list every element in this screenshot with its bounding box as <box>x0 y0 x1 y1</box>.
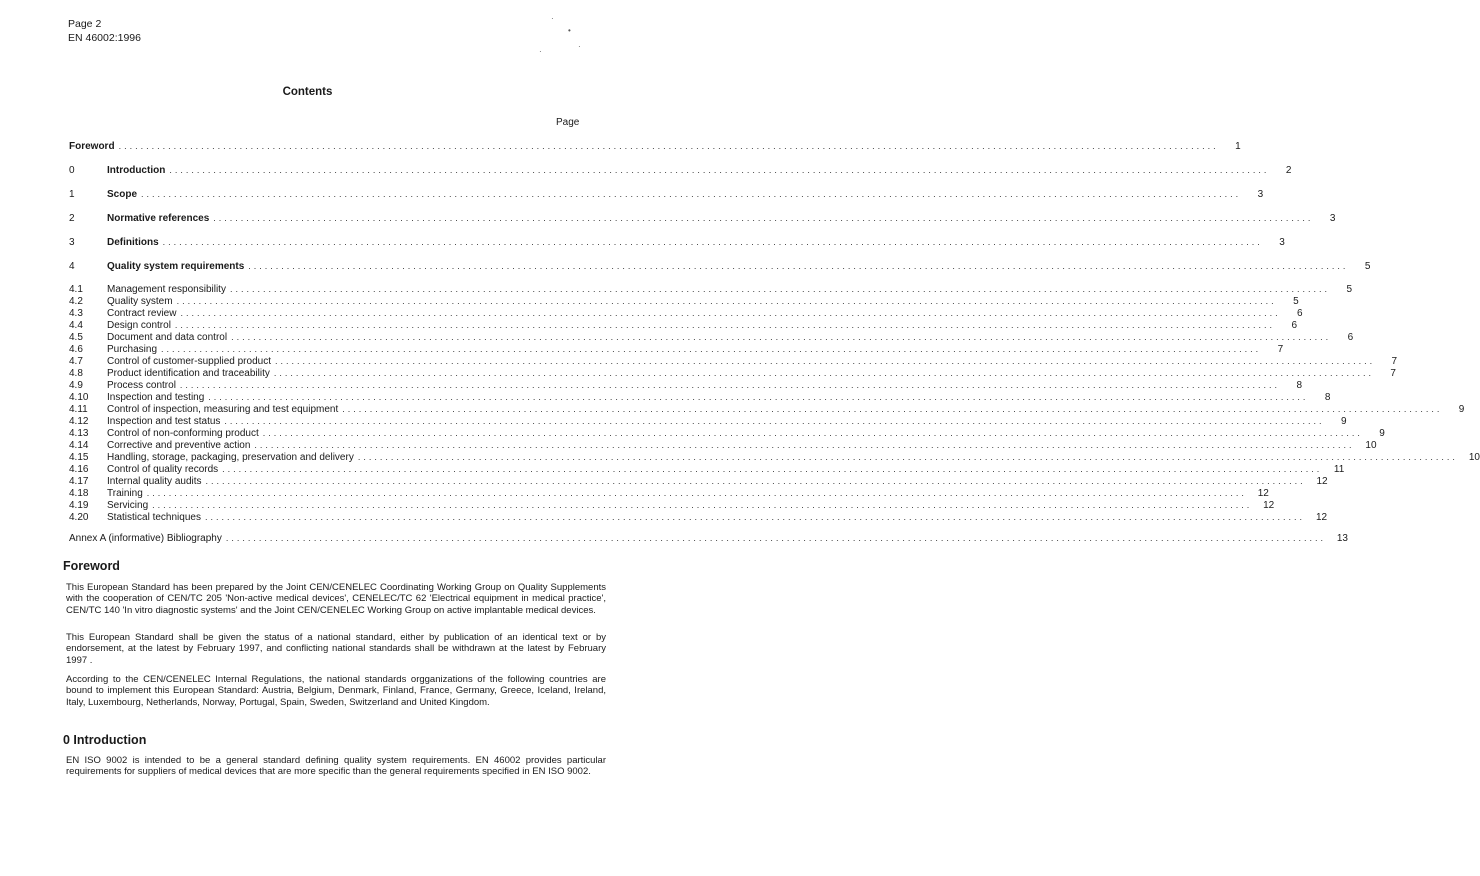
toc-entry-title: Process control <box>107 380 176 391</box>
toc-entry <box>69 509 1328 523</box>
toc-leader-dots: ........................................................................................................................................................................................................ <box>161 344 1262 354</box>
toc-entry-number: 4.18 <box>69 488 89 499</box>
toc-entry-number: 4.19 <box>69 500 89 511</box>
toc-entry-page: 5 <box>1364 261 1371 272</box>
toc-entry-page: 1 <box>1235 141 1241 152</box>
toc-entry-title: Purchasing <box>107 344 158 355</box>
toc-leader-dots: ........................................................................................................................................................................................................ <box>248 261 1349 271</box>
toc-entry <box>69 234 1285 248</box>
toc-leader-dots: ........................................................................................................................................................................................................ <box>176 296 1277 306</box>
toc-leader-dots: ........................................................................................................................................................................................................ <box>208 392 1309 402</box>
toc-entry <box>69 162 1292 176</box>
toc-entry-title: Training <box>107 488 143 499</box>
toc-leader-dots: ........................................................................................................................................................................................................ <box>222 464 1323 474</box>
toc-leader-dots: ........................................................................................................................................................................................................ <box>174 320 1276 330</box>
toc-leader-dots: ........................................................................................................................................................................................................ <box>179 380 1281 390</box>
toc-entry-number: 4.1 <box>69 284 83 295</box>
toc-leader-dots: ........................................................................................................................................................................................................ <box>146 488 1247 498</box>
contents-title: Contents <box>282 86 333 98</box>
toc-entry-number: 4.20 <box>69 512 89 523</box>
page-number: Page 2 <box>68 18 102 30</box>
toc-entry-page: 8 <box>1324 392 1331 403</box>
toc-entry-number: 4.12 <box>69 416 89 427</box>
toc-entry-number: 4.14 <box>69 440 89 451</box>
toc-entry-title: Internal quality audits <box>107 476 202 487</box>
toc-entry-page: 7 <box>1277 344 1284 355</box>
toc-entry-page: 7 <box>1390 368 1396 379</box>
toc-entry-title: Handling, storage, packaging, preservation and delivery <box>107 452 354 463</box>
toc-entry-title: Inspection and testing <box>107 392 205 403</box>
toc-entry-title: Control of customer-supplied product <box>107 356 271 367</box>
toc-entry-page: 6 <box>1297 308 1303 319</box>
toc-entry <box>69 258 1371 272</box>
toc-entry-page: 9 <box>1379 428 1385 439</box>
scan-speck: · <box>578 42 581 51</box>
toc-entry-title: Quality system <box>107 296 173 307</box>
toc-entry-number: 4.17 <box>69 476 89 487</box>
toc-entry-page: 5 <box>1293 296 1299 307</box>
toc-entry-number: 4.13 <box>69 428 89 439</box>
toc-entry-number: 4.9 <box>69 380 83 391</box>
introduction-paragraph-1: EN ISO 9002 is intended to be a general standard defining quality system requirements. EN 46002 provides particular requirements for suppliers of medical devices that are more specific than the general requirements specified in EN ISO 9002. <box>66 755 606 778</box>
page-column-heading: Page <box>556 117 580 128</box>
toc-entry-page: 6 <box>1347 332 1354 343</box>
toc-entry-page: 9 <box>1458 404 1465 415</box>
toc-leader-dots: ........................................................................................................................................................................................................ <box>231 332 1332 342</box>
toc-entry-page: 9 <box>1340 416 1347 427</box>
toc-entry <box>69 186 1264 200</box>
introduction-heading: 0 Introduction <box>63 733 147 747</box>
toc-entry-page: 3 <box>1279 237 1285 248</box>
toc-entry-page: 13 <box>1336 533 1348 544</box>
page-header-block <box>68 17 141 45</box>
toc-entry-page: 12 <box>1316 476 1328 487</box>
toc-entry-number: 4.15 <box>69 452 89 463</box>
toc-entry <box>69 138 1241 152</box>
toc-entry-title: Scope <box>107 189 138 200</box>
toc-entry-page: 10 <box>1468 452 1480 463</box>
toc-entry-title: Product identification and traceability <box>107 368 270 379</box>
toc-leader-dots: ........................................................................................................................................................................................................ <box>273 368 1374 378</box>
toc-entry-title: Annex A (informative) Bibliography <box>69 533 222 544</box>
toc-entry-page: 3 <box>1329 213 1336 224</box>
toc-leader-dots: ........................................................................................................................................................................................................ <box>205 476 1306 486</box>
foreword-paragraph-1: This European Standard has been prepared by the Joint CEN/CENELEC Coordinating Working Group on Quality Supplements with the cooperation of CEN/TC 205 'Non-active medical devices', CENELEC/TC 62 'Electrical equipment in medical practice', CEN/TC 140 'In vitro diagnostic systems' and the Joint CEN/CENELEC Working Group on active implantable medical devices. <box>66 582 606 616</box>
toc-entry-title: Management responsibility <box>107 284 226 295</box>
toc-entry-number: 4.2 <box>69 296 83 307</box>
toc-leader-dots: ........................................................................................................................................................................................................ <box>204 512 1306 522</box>
toc-leader-dots: ........................................................................................................................................................................................................ <box>169 165 1270 175</box>
toc-leader-dots: ........................................................................................................................................................................................................ <box>224 416 1325 426</box>
standard-id: EN 46002:1996 <box>68 32 141 44</box>
toc-entry-page: 6 <box>1291 320 1298 331</box>
toc-leader-dots: ........................................................................................................................................................................................................ <box>262 428 1363 438</box>
scan-speck: · <box>551 14 554 23</box>
toc-leader-dots: ........................................................................................................................................................................................................ <box>229 284 1331 294</box>
toc-entry-title: Contract review <box>107 308 177 319</box>
toc-leader-dots: ........................................................................................................................................................................................................ <box>342 404 1443 414</box>
toc-entry <box>69 530 1348 544</box>
toc-entry-title: Document and data control <box>107 332 228 343</box>
toc-entry-number: 4.7 <box>69 356 83 367</box>
toc-leader-dots: ........................................................................................................................................................................................................ <box>225 533 1326 543</box>
toc-entry-page: 7 <box>1391 356 1398 367</box>
toc-entry-title: Definitions <box>107 237 159 248</box>
foreword-heading: Foreword <box>63 559 120 573</box>
toc-entry-number: 4.8 <box>69 368 83 379</box>
toc-entry-number: 4.4 <box>69 320 83 331</box>
toc-entry-number: 3 <box>69 237 75 248</box>
toc-leader-dots: ........................................................................................................................................................................................................ <box>254 440 1355 450</box>
toc-entry-page: 12 <box>1257 488 1269 499</box>
toc-leader-dots: ........................................................................................................................................................................................................ <box>118 141 1219 151</box>
toc-entry <box>69 210 1336 224</box>
toc-entry-title: Introduction <box>107 165 166 176</box>
toc-entry-page: 12 <box>1315 512 1328 523</box>
toc-entry-title: Normative references <box>107 213 210 224</box>
toc-entry-title: Control of non-conforming product <box>107 428 259 439</box>
toc-entry-number: 4.6 <box>69 344 83 355</box>
toc-entry-number: 4.5 <box>69 332 83 343</box>
toc-entry-number: 1 <box>69 189 75 200</box>
toc-entry-number: 0 <box>69 165 75 176</box>
toc-entry-number: 4.10 <box>69 392 89 403</box>
toc-entry-title: Corrective and preventive action <box>107 440 251 451</box>
toc-entry-title: Servicing <box>107 500 149 511</box>
toc-entry-number: 4.16 <box>69 464 89 475</box>
toc-leader-dots: ........................................................................................................................................................................................................ <box>141 189 1242 199</box>
toc-entry-page: 2 <box>1285 165 1292 176</box>
toc-entry-page: 11 <box>1333 464 1345 475</box>
toc-leader-dots: ........................................................................................................................................................................................................ <box>274 356 1376 366</box>
toc-entry-page: 8 <box>1296 380 1303 391</box>
foreword-paragraph-3: According to the CEN/CENELEC Internal Regulations, the national standards orgganizations of the following countries are bound to implement this European Standard: Austria, Belgium, Denmark, Finland, France, Germany, Greece, Iceland, Ireland, Italy, Luxembourg, Netherlands, Norway, Portugal, Spain, Sweden, Switzerland and United Kingdom. <box>66 674 606 708</box>
toc-entry-title: Statistical techniques <box>107 512 201 523</box>
toc-leader-dots: ........................................................................................................................................................................................................ <box>213 213 1314 223</box>
toc-entry-page: 5 <box>1346 284 1353 295</box>
toc-entry-page: 12 <box>1263 500 1275 511</box>
scan-speck: · <box>539 47 542 56</box>
foreword-paragraph-2: This European Standard shall be given the status of a national standard, either by publication of an identical text or by endorsement, at the latest by February 1997, and conflicting national standards shall be withdrawn at the latest by February 1997 . <box>66 632 606 666</box>
toc-entry-number: 2 <box>69 213 75 224</box>
toc-entry-title: Foreword <box>69 141 115 152</box>
toc-entry-number: 4 <box>69 261 75 272</box>
toc-entry-page: 10 <box>1365 440 1377 451</box>
toc-entry-title: Control of quality records <box>107 464 219 475</box>
toc-entry-number: 4.11 <box>69 404 88 415</box>
toc-leader-dots: ........................................................................................................................................................................................................ <box>180 308 1281 318</box>
toc-entry-title: Quality system requirements <box>107 261 245 272</box>
scan-speck: • <box>568 26 571 35</box>
toc-leader-dots: ........................................................................................................................................................................................................ <box>152 500 1253 510</box>
toc-entry-title: Design control <box>107 320 171 331</box>
toc-entry-number: 4.3 <box>69 308 83 319</box>
toc-leader-dots: ........................................................................................................................................................................................................ <box>162 237 1263 247</box>
toc-entry-title: Control of inspection, measuring and test equipment <box>107 404 339 415</box>
toc-leader-dots: ........................................................................................................................................................................................................ <box>357 452 1458 462</box>
toc-entry-page: 3 <box>1257 189 1264 200</box>
toc-entry-title: Inspection and test status <box>107 416 221 427</box>
